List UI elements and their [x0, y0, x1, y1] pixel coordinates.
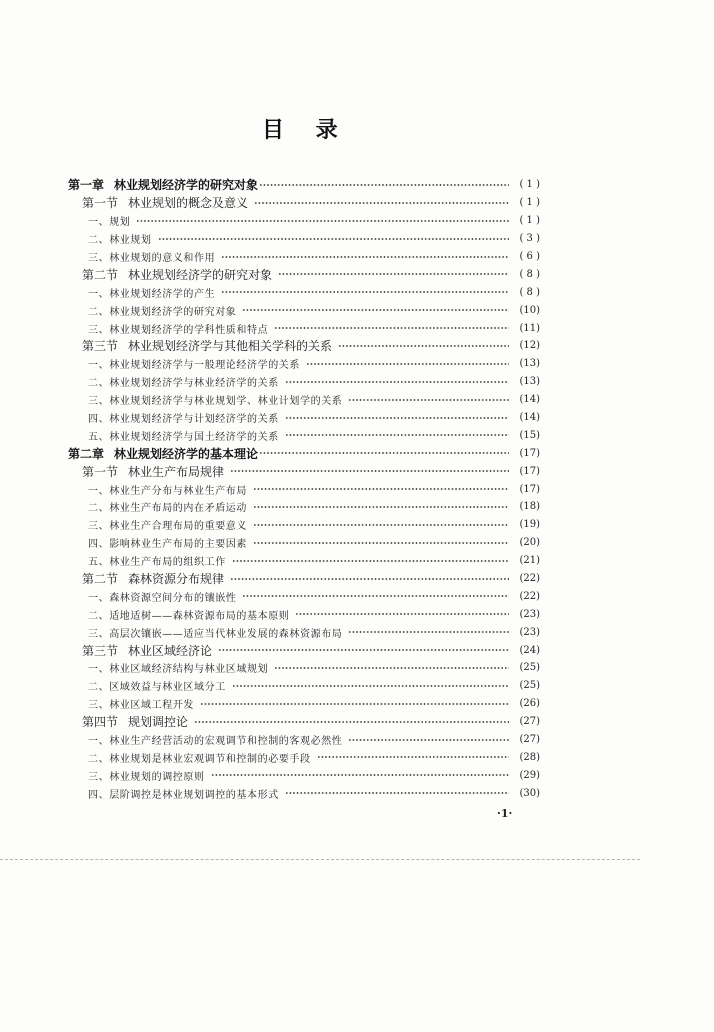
dot-leader — [200, 702, 509, 706]
entry-page-number: (22) — [519, 573, 540, 585]
toc-item-row — [68, 659, 540, 677]
entry-label: 第三节 — [82, 339, 119, 354]
toc-item-row — [68, 498, 540, 516]
entry-title: 三、林业规划经济学的学科性质和特点 — [88, 324, 269, 336]
entry-title: 二、林业规划经济学与林业经济学的关系 — [88, 378, 279, 390]
toc-section-row — [68, 337, 540, 355]
entry-title: 三、林业区域工程开发 — [88, 700, 194, 712]
entry-label: 第一节 — [82, 464, 119, 479]
entry-page-number: (11) — [519, 322, 540, 334]
toc-item-row — [68, 605, 540, 623]
entry-title: 林业规划经济学的研究对象 — [128, 267, 273, 282]
entry-title: 一、林业规划经济学的产生 — [88, 288, 216, 300]
dot-leader — [306, 362, 509, 366]
toc-item-row — [68, 534, 540, 552]
dot-leader — [254, 201, 509, 205]
dot-leader — [194, 720, 509, 724]
dot-leader — [158, 237, 509, 241]
dot-leader — [348, 630, 509, 634]
dot-leader — [348, 398, 509, 402]
toc-item-row — [68, 695, 540, 713]
page-number: ·1· — [497, 807, 513, 820]
dot-leader — [221, 290, 509, 294]
entry-page-number: (29) — [519, 769, 540, 781]
entry-title: 林业规划的概念及意义 — [128, 196, 249, 211]
dot-leader — [285, 416, 509, 420]
toc-item-row — [68, 749, 540, 767]
toc-item-row — [68, 677, 540, 695]
dot-leader — [295, 612, 509, 616]
entry-page-number: (22) — [519, 590, 540, 602]
toc-title: 目 录 — [262, 117, 338, 143]
dot-leader — [242, 594, 509, 598]
entry-page-number: (17) — [519, 483, 540, 495]
entry-title: 三、林业生产合理布局的重要意义 — [88, 521, 247, 533]
entry-page-number: (12) — [519, 340, 540, 352]
entry-page-number: ( 8 ) — [519, 268, 540, 280]
entry-title: 一、林业生产分布与林业生产布局 — [88, 485, 247, 497]
entry-page-number: ( 8 ) — [519, 286, 540, 298]
entry-title: 二、适地适树——森林资源布局的基本原则 — [88, 610, 290, 622]
dot-leader — [232, 684, 509, 688]
dot-leader — [285, 380, 509, 384]
entry-title: 一、林业生产经营活动的宏观调节和控制的客观必然性 — [88, 736, 343, 748]
toc-item-row — [68, 319, 540, 337]
toc-section-row — [68, 194, 540, 212]
entry-page-number: (14) — [519, 394, 540, 406]
entry-page-number: (25) — [519, 680, 540, 692]
entry-page-number: ( 3 ) — [519, 233, 540, 245]
toc-section-row — [68, 641, 540, 659]
entry-page-number: (23) — [519, 626, 540, 638]
dot-leader — [285, 791, 509, 795]
toc-item-row — [68, 409, 540, 427]
dot-leader — [230, 577, 509, 581]
toc-item-row — [68, 784, 540, 802]
toc-item-row — [68, 230, 540, 248]
toc-item-row — [68, 766, 540, 784]
dot-leader — [259, 183, 509, 187]
entry-title: 一、规划 — [88, 217, 131, 229]
dot-leader — [274, 666, 509, 670]
toc-section-row — [68, 462, 540, 480]
entry-page-number: (18) — [519, 501, 540, 513]
toc-section-row — [68, 713, 540, 731]
entry-title: 二、林业规划 — [88, 235, 152, 247]
entry-page-number: (30) — [519, 787, 540, 799]
entry-title: 二、林业规划经济学的研究对象 — [88, 306, 237, 318]
entry-page-number: (24) — [519, 644, 540, 656]
entry-title: 三、林业规划的意义和作用 — [88, 253, 216, 264]
dot-leader — [221, 255, 509, 259]
scan-artifact-line — [0, 859, 640, 860]
entry-title: 三、林业规划经济学与林业规划学、林业计划学的关系 — [88, 396, 343, 408]
table-of-contents — [68, 176, 540, 802]
entry-page-number: (14) — [519, 412, 540, 424]
entry-page-number: (28) — [519, 751, 540, 763]
entry-page-number: ( 1 ) — [519, 197, 540, 209]
dot-leader — [348, 738, 509, 742]
entry-page-number: (23) — [519, 608, 540, 620]
entry-page-number: ( 1 ) — [519, 215, 540, 227]
entry-title: 规划调控论 — [128, 715, 189, 730]
dot-leader — [253, 505, 509, 509]
entry-label: 第二节 — [82, 572, 119, 587]
toc-item-row — [68, 283, 540, 301]
entry-label: 第一节 — [82, 196, 119, 211]
entry-page-number: (17) — [519, 447, 540, 459]
toc-item-row — [68, 587, 540, 605]
entry-title: 二、林业规划是林业宏观调节和控制的必要手段 — [88, 753, 311, 765]
entry-label: 第二节 — [82, 267, 119, 282]
dot-leader — [338, 344, 509, 348]
toc-item-row — [68, 355, 540, 373]
dot-leader — [242, 308, 509, 312]
entry-title: 四、林业规划经济学与计划经济学的关系 — [88, 414, 279, 426]
toc-item-row — [68, 516, 540, 534]
dot-leader — [259, 451, 509, 455]
toc-section-row — [68, 265, 540, 283]
entry-page-number: (20) — [519, 537, 540, 549]
dot-leader — [253, 523, 509, 527]
entry-title: 林业规划经济学与其他相关学科的关系 — [128, 339, 333, 354]
dot-leader — [230, 469, 509, 473]
entry-page-number: (19) — [519, 519, 540, 531]
entry-page-number: (15) — [519, 429, 540, 441]
entry-page-number: (13) — [519, 376, 540, 388]
toc-item-row — [68, 426, 540, 444]
entry-page-number: (17) — [519, 465, 540, 477]
entry-label: 第三节 — [82, 643, 119, 658]
dot-leader — [317, 755, 509, 759]
toc-item-row — [68, 212, 540, 230]
dot-leader — [136, 219, 509, 223]
toc-item-row — [68, 731, 540, 749]
entry-page-number: ( 6 ) — [519, 251, 540, 262]
entry-title: 林业规划经济学的研究对象 — [114, 178, 259, 193]
toc-item-row — [68, 301, 540, 319]
toc-chapter-row — [68, 176, 540, 194]
toc-item-row — [68, 552, 540, 570]
dot-leader — [218, 648, 509, 652]
entry-title: 二、区域效益与林业区域分工 — [88, 682, 226, 694]
dot-leader — [278, 272, 509, 276]
entry-title: 三、高层次镶嵌——适应当代林业发展的森林资源布局 — [88, 628, 343, 640]
dot-leader — [253, 541, 509, 545]
dot-leader — [211, 773, 509, 777]
entry-title: 四、影响林业生产布局的主要因素 — [88, 539, 247, 551]
toc-item-row — [68, 391, 540, 409]
toc-item-row — [68, 623, 540, 641]
entry-label: 第一章 — [68, 178, 105, 193]
entry-title: 五、林业生产布局的组织工作 — [88, 557, 226, 569]
entry-title: 二、林业生产布局的内在矛盾运动 — [88, 503, 247, 515]
entry-page-number: (25) — [519, 662, 540, 674]
entry-title: 一、林业规划经济学与一般理论经济学的关系 — [88, 360, 300, 372]
entry-title: 一、林业区域经济结构与林业区域规划 — [88, 664, 269, 676]
dot-leader — [285, 433, 509, 437]
entry-page-number: (10) — [519, 304, 540, 316]
entry-title: 三、林业规划的调控原则 — [88, 771, 205, 783]
toc-item-row — [68, 480, 540, 498]
entry-title: 林业规划经济学的基本理论 — [114, 446, 259, 461]
dot-leader — [253, 487, 509, 491]
entry-page-number: ( 1 ) — [519, 179, 540, 191]
entry-title: 森林资源分布规律 — [128, 572, 225, 587]
entry-title: 五、林业规划经济学与国土经济学的关系 — [88, 431, 279, 443]
toc-chapter-row — [68, 444, 540, 462]
entry-label: 第四节 — [82, 715, 119, 730]
entry-page-number: (27) — [519, 734, 540, 746]
dot-leader — [274, 326, 509, 330]
entry-label: 第二章 — [68, 446, 105, 461]
dot-leader — [232, 559, 509, 563]
entry-title: 四、层阶调控是林业规划调控的基本形式 — [88, 789, 279, 801]
entry-page-number: (21) — [519, 555, 540, 567]
toc-section-row — [68, 570, 540, 588]
entry-title: 林业生产布局规律 — [128, 464, 225, 479]
toc-item-row — [68, 248, 540, 266]
entry-page-number: (13) — [519, 358, 540, 370]
entry-title: 一、森林资源空间分布的镶嵌性 — [88, 592, 237, 604]
entry-title: 林业区域经济论 — [128, 643, 213, 658]
toc-item-row — [68, 373, 540, 391]
entry-page-number: (27) — [519, 716, 540, 728]
entry-page-number: (26) — [519, 698, 540, 710]
